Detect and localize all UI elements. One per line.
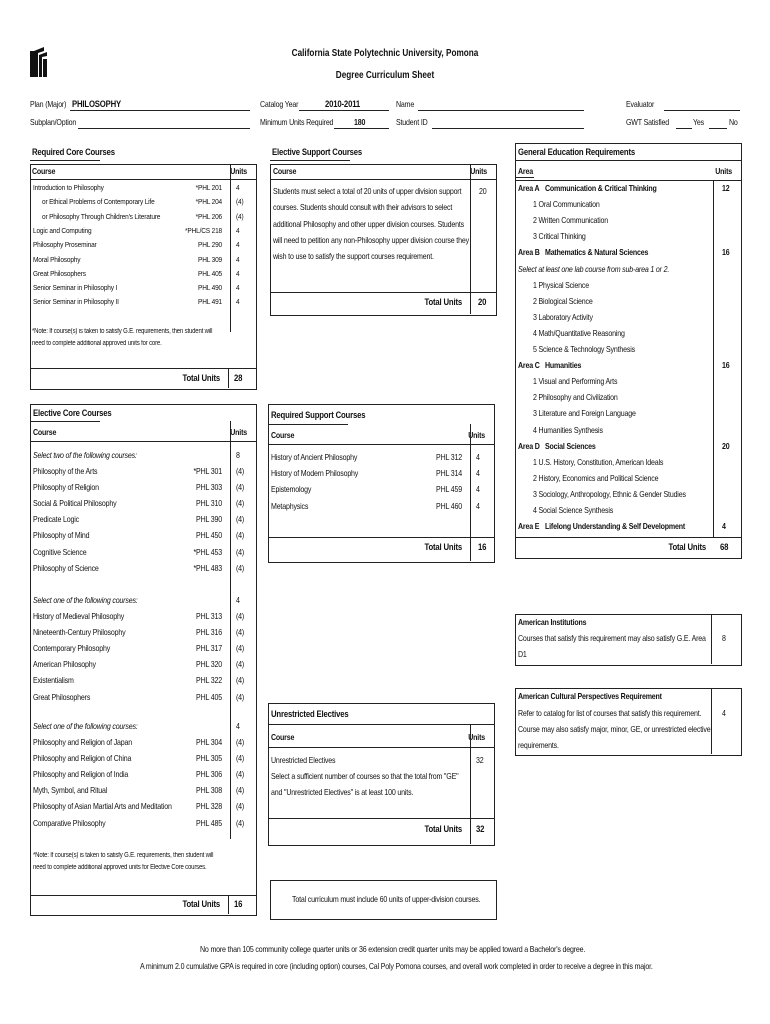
- plan-field-line[interactable]: [70, 110, 250, 111]
- total-rule: [515, 537, 741, 538]
- col-course-label: Course: [33, 428, 57, 437]
- course-name: Philosophy of Asian Martial Arts and Meditation: [33, 802, 172, 812]
- total-units-label: Total Units: [182, 899, 220, 909]
- american-cultural-line3: requirements.: [518, 741, 559, 750]
- course-units: (4): [236, 628, 245, 638]
- total-units-label: Total Units: [668, 542, 706, 552]
- course-code: PHL 485: [196, 818, 222, 828]
- course-units: (4): [236, 692, 245, 702]
- american-cultural-line2: Course may also satisfy major, minor, GE, or unrestricted elective: [518, 725, 711, 734]
- course-units: 4: [476, 469, 480, 479]
- col-units-label: Units: [468, 431, 485, 440]
- ge-area-units: 16: [722, 248, 730, 258]
- col-course-label: Course: [273, 167, 297, 176]
- course-units: (4): [236, 483, 245, 493]
- elective-core-note-1: *Note: If course(s) is taken to satisfy G.E. requirements, then student will: [33, 852, 214, 859]
- course-code: PHL 303: [196, 483, 222, 493]
- course-units: (4): [236, 612, 245, 621]
- support-text-line: additional Philosophy and other upper division courses. Students: [273, 219, 464, 229]
- ge-area-name: Social Sciences: [545, 441, 596, 451]
- elective-support-units: 20: [479, 187, 487, 196]
- title-underline: [268, 424, 348, 425]
- group-units: 4: [236, 596, 240, 605]
- ge-area-units: 20: [722, 441, 730, 451]
- units-divider: [711, 614, 712, 664]
- title-underline: [30, 160, 100, 161]
- required-core-title: Required Core Courses: [32, 147, 115, 157]
- total-rule: [268, 818, 494, 819]
- ge-subarea: 1 Visual and Performing Arts: [533, 377, 618, 387]
- support-text-line: will need to petition any non-Philosophy upper division course they: [273, 235, 469, 245]
- total-rule: [30, 895, 256, 896]
- ge-subarea: 3 Literature and Foreign Language: [533, 409, 636, 419]
- ge-title: General Education Requirements: [518, 147, 636, 157]
- ge-total: 68: [720, 542, 729, 552]
- course-units: (4): [236, 531, 245, 541]
- course-code: PHL 328: [196, 802, 222, 812]
- course-name: Senior Seminar in Philosophy I: [33, 283, 118, 293]
- course-code: PHL 460: [436, 501, 462, 511]
- course-name: Existentialism: [33, 676, 74, 686]
- course-units: (4): [236, 211, 244, 221]
- student-id-field-line[interactable]: [432, 128, 584, 129]
- course-name: Philosophy of Mind: [33, 531, 90, 541]
- course-name: Great Philosophers: [33, 692, 91, 702]
- course-name: Philosophy and Religion of India: [33, 770, 129, 780]
- american-cultural-units: 4: [722, 709, 726, 718]
- course-code: *PHL 453: [193, 547, 222, 557]
- course-name: Epistemology: [271, 485, 312, 495]
- units-divider: [711, 688, 712, 754]
- course-name: History of Ancient Philosophy: [271, 453, 358, 462]
- ge-area-label: Area E: [518, 522, 540, 532]
- header-rule: [30, 441, 256, 442]
- american-institutions-line1: Courses that satisfy this requirement may also satisfy G.E. Area: [518, 634, 706, 643]
- ge-subarea: 4 Math/Quantitative Reasoning: [533, 328, 625, 338]
- course-name: Logic and Computing: [33, 225, 92, 235]
- ge-area-label: Area B: [518, 248, 540, 258]
- gwt-label: GWT Satisfied: [626, 118, 670, 127]
- university-name: California State Polytechnic University, Pomona: [291, 48, 479, 59]
- american-cultural-line1: Refer to catalog for list of courses that satisfy this requirement.: [518, 709, 702, 718]
- total-units-label: Total Units: [424, 824, 462, 834]
- ge-area-label: Area D: [518, 441, 540, 451]
- course-name: or Ethical Problems of Contemporary Life: [42, 197, 155, 207]
- course-code: *PHL 204: [195, 197, 222, 207]
- group-instruction: Select two of the following courses:: [33, 451, 137, 460]
- catalog-year-field-line[interactable]: [299, 110, 389, 111]
- course-code: PHL 306: [196, 770, 222, 780]
- course-units: (4): [236, 644, 245, 654]
- unrestricted-course-name: Unrestricted Electives: [271, 756, 336, 765]
- course-units: (4): [236, 818, 245, 828]
- ge-subarea: 2 Biological Science: [533, 296, 593, 306]
- units-divider: [230, 421, 231, 839]
- unrestricted-title: Unrestricted Electives: [271, 709, 349, 719]
- units-divider: [713, 180, 714, 537]
- course-name: Philosophy of the Arts: [33, 467, 98, 476]
- area-underline: [516, 177, 534, 178]
- plan-label: Plan (Major): [30, 100, 67, 109]
- total-divider: [228, 368, 229, 388]
- group-instruction: Select one of the following courses:: [33, 596, 138, 605]
- elective-core-title: Elective Core Courses: [33, 408, 112, 418]
- course-code: PHL 405: [198, 268, 222, 278]
- course-name: Philosophy of Religion: [33, 483, 99, 493]
- unrestricted-text-2: and "Unrestricted Electives" is at least 100 units.: [271, 788, 414, 797]
- footer-line-1: No more than 105 community college quarter units or 36 extension credit quarter units may be applied toward a Bachelor's degree.: [200, 945, 586, 954]
- units-divider: [470, 424, 471, 561]
- min-units-field-line[interactable]: [334, 128, 389, 129]
- course-name: American Philosophy: [33, 660, 96, 670]
- ge-subarea: 2 Philosophy and Civilization: [533, 393, 618, 403]
- support-text-line: courses. Students should consult with their advisors to select: [273, 203, 453, 213]
- ge-area-label: Area A: [518, 184, 540, 193]
- title-rule: [268, 724, 494, 725]
- course-code: PHL 322: [196, 676, 222, 686]
- plan-value: PHILOSOPHY: [72, 99, 122, 109]
- required-core-total: 28: [234, 373, 243, 383]
- ge-area-units: 12: [722, 184, 730, 193]
- course-code: PHL 491: [198, 297, 222, 307]
- course-code: *PHL 206: [195, 211, 222, 221]
- ge-subarea: 5 Science & Technology Synthesis: [533, 345, 636, 354]
- group-units: 8: [236, 451, 240, 460]
- header-rule: [268, 747, 494, 748]
- name-field-line[interactable]: [418, 110, 584, 111]
- header-rule: [270, 179, 496, 180]
- course-name: Comparative Philosophy: [33, 818, 106, 828]
- header-rule: [30, 179, 256, 180]
- total-rule: [268, 537, 494, 538]
- course-code: *PHL 483: [193, 563, 222, 573]
- subplan-label: Subplan/Option: [30, 118, 77, 127]
- course-units: (4): [236, 467, 245, 476]
- course-name: Predicate Logic: [33, 515, 79, 525]
- ge-subarea: 2 History, Economics and Political Science: [533, 473, 659, 483]
- support-text-line: Students must select a total of 20 units of upper division support: [273, 187, 462, 196]
- course-name: Nineteenth-Century Philosophy: [33, 628, 126, 638]
- american-cultural-title: American Cultural Perspectives Requirement: [518, 692, 662, 701]
- col-units-label: Units: [470, 167, 487, 176]
- american-institutions-units: 8: [722, 634, 726, 643]
- course-units: 4: [476, 453, 480, 462]
- course-units: 4: [236, 297, 240, 307]
- title-underline: [30, 421, 100, 422]
- course-units: (4): [236, 197, 244, 207]
- gwt-no: No: [729, 118, 738, 127]
- ge-subarea: 4 Humanities Synthesis: [533, 425, 603, 435]
- course-name: or Philosophy Through Children's Literature: [42, 211, 161, 221]
- gwt-yes-line[interactable]: [676, 128, 692, 129]
- course-units: 4: [236, 254, 240, 264]
- ge-subarea: 1 U.S. History, Constitution, American Ideals: [533, 457, 664, 467]
- total-units-label: Total Units: [424, 542, 462, 552]
- course-units: (4): [236, 515, 245, 525]
- course-units: (4): [236, 802, 245, 812]
- course-units: 4: [236, 283, 240, 293]
- course-code: PHL 308: [196, 786, 222, 796]
- course-name: History of Medieval Philosophy: [33, 612, 125, 621]
- min-units-value: 180: [354, 118, 366, 127]
- catalog-year-value: 2010-2011: [325, 99, 361, 109]
- total-rule: [30, 368, 256, 369]
- course-code: PHL 490: [198, 283, 222, 293]
- elective-core-note-2: need to complete additional approved units for Elective Core courses.: [33, 864, 207, 871]
- header-rule: [268, 444, 494, 445]
- course-code: PHL 316: [196, 628, 222, 638]
- col-units-label: Units: [230, 428, 247, 437]
- course-units: (4): [236, 660, 245, 670]
- title-rule: [515, 160, 741, 161]
- col-units-label: Units: [715, 167, 732, 176]
- course-name: Contemporary Philosophy: [33, 644, 111, 654]
- course-units: 4: [236, 183, 240, 192]
- support-text-line: wish to use to satisfy the support courses requirement.: [273, 252, 434, 262]
- ge-area-note: Select at least one lab course from sub-area 1 or 2.: [518, 264, 670, 274]
- name-label: Name: [396, 100, 415, 109]
- col-course-label: Course: [271, 431, 295, 440]
- col-course-label: Course: [271, 733, 295, 742]
- course-units: 4: [476, 501, 480, 511]
- ge-subarea: 2 Written Communication: [533, 216, 608, 226]
- course-code: PHL 317: [196, 644, 222, 654]
- course-code: PHL 313: [196, 612, 222, 621]
- course-units: (4): [236, 738, 245, 747]
- required-support-title: Required Support Courses: [271, 410, 366, 420]
- course-code: *PHL/CS 218: [185, 225, 222, 235]
- required-support-box: [268, 404, 495, 563]
- course-name: Moral Philosophy: [33, 254, 81, 264]
- unrestricted-total: 32: [476, 824, 485, 834]
- course-code: PHL 320: [196, 660, 222, 670]
- ge-area-name: Lifelong Understanding & Self Development: [545, 522, 686, 532]
- ge-area-units: 4: [722, 522, 726, 532]
- course-name: Cognitive Science: [33, 547, 87, 557]
- course-code: PHL 390: [196, 515, 222, 525]
- ge-subarea: 1 Physical Science: [533, 280, 590, 290]
- course-code: PHL 450: [196, 531, 222, 541]
- elective-support-title: Elective Support Courses: [272, 147, 363, 157]
- course-name: History of Modern Philosophy: [271, 469, 359, 479]
- student-id-label: Student ID: [396, 118, 428, 127]
- ge-subarea: 1 Oral Communication: [533, 200, 600, 210]
- course-units: (4): [236, 770, 245, 780]
- course-code: PHL 310: [196, 499, 222, 509]
- course-name: Myth, Symbol, and Ritual: [33, 786, 108, 796]
- course-code: PHL 312: [436, 453, 462, 462]
- elective-core-total: 16: [234, 899, 243, 909]
- course-units: (4): [236, 547, 245, 557]
- course-code: PHL 459: [436, 485, 462, 495]
- ge-area-name: Mathematics & Natural Sciences: [545, 248, 649, 258]
- course-code: PHL 305: [196, 754, 222, 764]
- evaluator-label: Evaluator: [626, 100, 655, 109]
- col-units-label: Units: [468, 733, 485, 742]
- title-underline: [270, 160, 350, 161]
- course-code: PHL 314: [436, 469, 462, 479]
- catalog-year-label: Catalog Year: [260, 100, 299, 109]
- course-name: Social & Political Philosophy: [33, 499, 117, 509]
- subplan-field-line[interactable]: [78, 128, 250, 129]
- gwt-yes: Yes: [693, 118, 704, 127]
- gwt-no-line[interactable]: [709, 128, 727, 129]
- course-units: 4: [476, 485, 480, 495]
- ge-area-label: Area C: [518, 361, 540, 371]
- ge-subarea: 4 Social Science Synthesis: [533, 506, 614, 515]
- units-divider: [230, 164, 231, 332]
- course-code: *PHL 201: [195, 183, 222, 192]
- course-units: (4): [236, 563, 245, 573]
- course-name: Metaphysics: [271, 501, 309, 511]
- course-name: Philosophy and Religion of Japan: [33, 738, 133, 747]
- course-name: Great Philosophers: [33, 268, 86, 278]
- course-name: Introduction to Philosophy: [33, 183, 104, 192]
- footer-line-2: A minimum 2.0 cumulative GPA is required in core (including option) courses, Cal Poly Pomona courses, and overall work completed in order to receive a degree in this major.: [140, 962, 653, 971]
- evaluator-field-line[interactable]: [664, 110, 740, 111]
- ge-area-units: 16: [722, 361, 730, 371]
- ge-area-name: Communication & Critical Thinking: [545, 184, 657, 193]
- header-rule: [515, 180, 741, 181]
- col-area-label: Area: [518, 167, 533, 176]
- course-units: (4): [236, 676, 245, 686]
- total-units-label: Total Units: [424, 297, 462, 307]
- american-institutions-line2: D1: [518, 650, 527, 659]
- sheet-title: Degree Curriculum Sheet: [335, 70, 435, 81]
- col-units-label: Units: [230, 167, 247, 176]
- course-units: (4): [236, 499, 245, 509]
- course-code: *PHL 301: [193, 467, 222, 476]
- unrestricted-text-1: Select a sufficient number of courses so that the total from "GE": [271, 772, 459, 781]
- course-name: Philosophy of Science: [33, 563, 99, 573]
- course-code: PHL 304: [196, 738, 222, 747]
- course-name: Philosophy Proseminar: [33, 240, 97, 250]
- american-institutions-title: American Institutions: [518, 618, 587, 627]
- course-name: Senior Seminar in Philosophy II: [33, 297, 119, 307]
- upper-division-note: Total curriculum must include 60 units of upper-division courses.: [292, 895, 481, 904]
- group-instruction: Select one of the following courses:: [33, 722, 138, 731]
- ge-area-name: Humanities: [545, 361, 582, 371]
- course-code: PHL 405: [196, 692, 222, 702]
- university-logo-icon: [30, 47, 48, 77]
- course-units: 4: [236, 225, 240, 235]
- total-rule: [270, 292, 496, 293]
- course-name: Philosophy and Religion of China: [33, 754, 132, 764]
- course-units: (4): [236, 754, 245, 764]
- elective-support-total: 20: [478, 297, 487, 307]
- course-units: (4): [236, 786, 245, 796]
- course-units: 4: [236, 268, 240, 278]
- unrestricted-units: 32: [476, 756, 484, 765]
- course-code: PHL 290: [198, 240, 222, 250]
- group-units: 4: [236, 722, 240, 731]
- col-course-label: Course: [32, 167, 56, 176]
- total-divider: [228, 895, 229, 914]
- min-units-label: Minimum Units Required: [260, 118, 334, 127]
- required-core-note-1: *Note: If course(s) is taken to satisfy G.E. requirements, then student will: [32, 328, 213, 335]
- course-code: PHL 309: [198, 254, 222, 264]
- ge-subarea: 3 Sociology, Anthropology, Ethnic & Gender Studies: [533, 489, 686, 499]
- ge-subarea: 3 Laboratory Activity: [533, 312, 593, 322]
- course-units: 4: [236, 240, 240, 250]
- total-units-label: Total Units: [182, 373, 220, 383]
- required-core-note-2: need to complete additional approved units for core.: [32, 340, 162, 347]
- required-support-total: 16: [478, 542, 487, 552]
- units-divider: [470, 724, 471, 844]
- ge-subarea: 3 Critical Thinking: [533, 232, 586, 242]
